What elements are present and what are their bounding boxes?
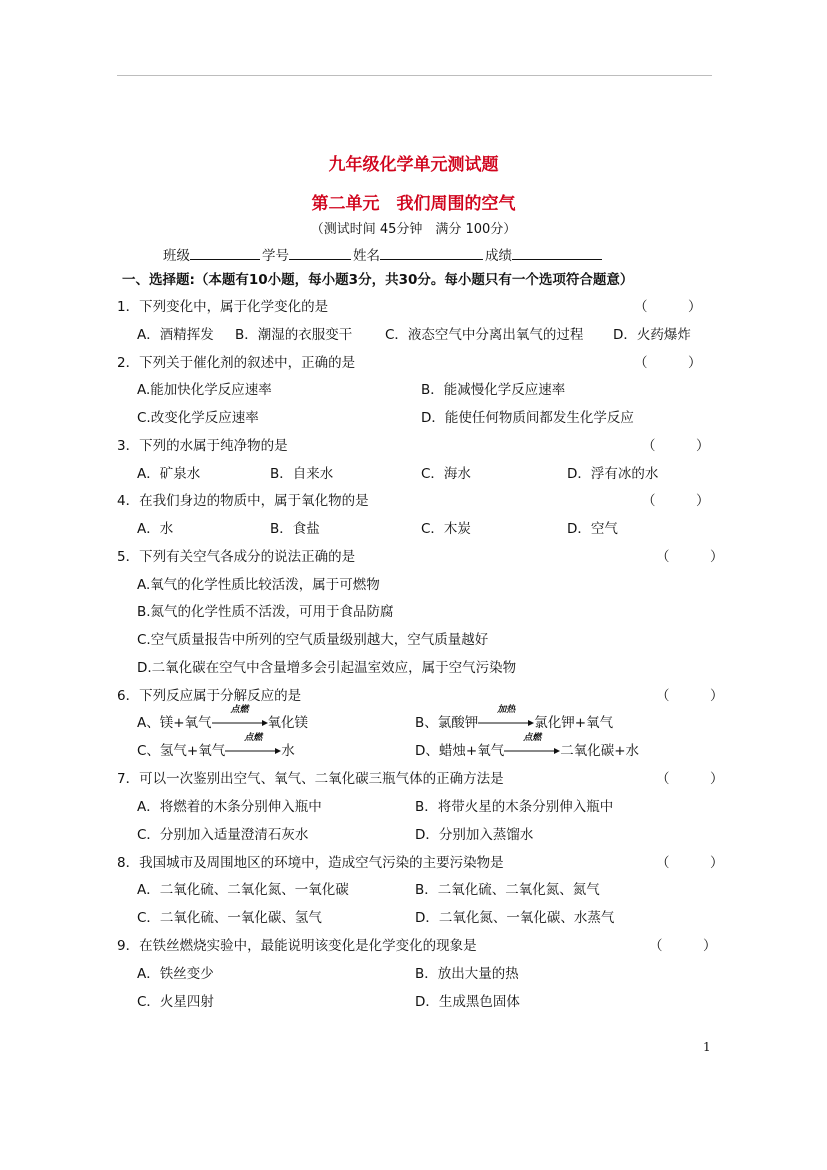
option: A．将燃着的木条分别伸入瓶中 — [137, 799, 322, 815]
option: B．放出大量的热 — [415, 966, 519, 982]
equation-option — [415, 705, 614, 731]
option: B．自来水 — [270, 466, 334, 482]
option: A．水 — [137, 521, 174, 537]
reaction-condition: 点燃 — [523, 733, 542, 743]
unit-title: 第二单元 我们周围的空气 — [311, 194, 516, 214]
answer-paren: （ ） — [656, 688, 724, 704]
answer-paren: （ ） — [656, 855, 724, 871]
products: 氧化镁 — [267, 715, 309, 731]
answer-paren: （ ） — [642, 438, 710, 454]
arrow-icon — [212, 719, 268, 727]
option: D．二氧化氮、一氧化碳、水蒸气 — [415, 910, 615, 926]
option: A．酒精挥发 — [137, 327, 214, 343]
option: B．食盐 — [270, 521, 320, 537]
id-blank — [289, 245, 351, 260]
equation-option — [137, 733, 295, 759]
reaction-arrow — [504, 733, 560, 759]
test-meta: （测试时间 45分钟 满分 100分） — [310, 222, 517, 237]
arrow-icon — [225, 747, 281, 755]
reaction-arrow — [478, 705, 534, 731]
option: C．液态空气中分离出氧气的过程 — [385, 327, 584, 343]
header-rule — [117, 75, 712, 76]
option: B.氮气的化学性质不活泼，可用于食品防腐 — [137, 604, 394, 620]
answer-paren: （ ） — [634, 299, 702, 315]
arrow-icon — [504, 747, 560, 755]
section-heading: 一、选择题:（本题有10小题，每小题3分，共30分。每小题只有一个选项符合题意） — [122, 272, 634, 288]
option: C．木炭 — [421, 521, 471, 537]
option: D．生成黑色固体 — [415, 994, 520, 1010]
question-stem: 4．在我们身边的物质中，属于氧化物的是 — [117, 493, 369, 509]
question-stem: 6．下列反应属于分解反应的是 — [117, 688, 302, 704]
id-label: 学号 — [262, 248, 289, 264]
option: D．能使任何物质间都发生化学反应 — [421, 410, 634, 426]
products: 氯化钾+氧气 — [534, 715, 614, 731]
reaction-condition: 点燃 — [230, 705, 249, 715]
page-number: 1 — [703, 1040, 711, 1054]
class-label: 班级 — [163, 248, 190, 264]
option: C．二氧化硫、一氧化碳、氢气 — [137, 910, 322, 926]
name-blank — [380, 245, 483, 260]
class-blank — [190, 245, 260, 260]
question-stem: 5．下列有关空气各成分的说法正确的是 — [117, 549, 356, 565]
reaction-arrow — [212, 705, 268, 731]
question-stem: 9．在铁丝燃烧实验中，最能说明该变化是化学变化的现象是 — [117, 938, 477, 954]
option: C．火星四射 — [137, 994, 214, 1010]
reactants: B、氯酸钾 — [415, 715, 479, 731]
question-stem: 7．可以一次鉴别出空气、氧气、二氧化碳三瓶气体的正确方法是 — [117, 771, 504, 787]
reaction-condition: 点燃 — [244, 733, 263, 743]
option: A．矿泉水 — [137, 466, 201, 482]
score-blank — [512, 245, 602, 260]
name-label: 姓名 — [353, 248, 380, 264]
question-stem: 1．下列变化中，属于化学变化的是 — [117, 299, 329, 315]
option: A.氧气的化学性质比较活泼，属于可燃物 — [137, 577, 380, 593]
answer-paren: （ ） — [656, 549, 724, 565]
option: C.改变化学反应速率 — [137, 410, 259, 426]
option: C．分别加入适量澄清石灰水 — [137, 827, 309, 843]
reaction-condition: 加热 — [497, 705, 516, 715]
question-stem: 2．下列关于催化剂的叙述中，正确的是 — [117, 355, 356, 371]
reaction-arrow — [225, 733, 281, 759]
option: B．将带火星的木条分别伸入瓶中 — [415, 799, 614, 815]
question-stem: 8．我国城市及周围地区的环境中，造成空气污染的主要污染物是 — [117, 855, 504, 871]
option: C．海水 — [421, 466, 471, 482]
option: D．火药爆炸 — [613, 327, 691, 343]
option: B．能减慢化学反应速率 — [421, 382, 566, 398]
student-info-line — [163, 244, 604, 264]
option: D．分别加入蒸馏水 — [415, 827, 534, 843]
arrow-icon — [478, 719, 534, 727]
answer-paren: （ ） — [642, 493, 710, 509]
option: D．空气 — [567, 521, 618, 537]
products: 水 — [281, 743, 295, 759]
answer-paren: （ ） — [649, 938, 717, 954]
option: A．铁丝变少 — [137, 966, 214, 982]
reactants: A、镁+氧气 — [137, 715, 212, 731]
option: A.能加快化学反应速率 — [137, 382, 272, 398]
answer-paren: （ ） — [634, 355, 702, 371]
option: B．二氧化硫、二氧化氮、氮气 — [415, 882, 600, 898]
option: B．潮湿的衣服变干 — [235, 327, 353, 343]
reactants: D、蜡烛+氧气 — [415, 743, 505, 759]
option: D．浮有冰的水 — [567, 466, 659, 482]
option: D.二氧化碳在空气中含量增多会引起温室效应，属于空气污染物 — [137, 660, 517, 676]
products: 二氧化碳+水 — [560, 743, 640, 759]
option: C.空气质量报告中所列的空气质量级别越大，空气质量越好 — [137, 632, 489, 648]
equation-option — [137, 705, 309, 731]
answer-paren: （ ） — [656, 771, 724, 787]
equation-option — [415, 733, 640, 759]
score-label: 成绩 — [485, 248, 512, 264]
page-title: 九年级化学单元测试题 — [328, 155, 499, 175]
question-stem: 3．下列的水属于纯净物的是 — [117, 438, 288, 454]
option: A．二氧化硫、二氧化氮、一氧化碳 — [137, 882, 349, 898]
reactants: C、氢气+氧气 — [137, 743, 226, 759]
